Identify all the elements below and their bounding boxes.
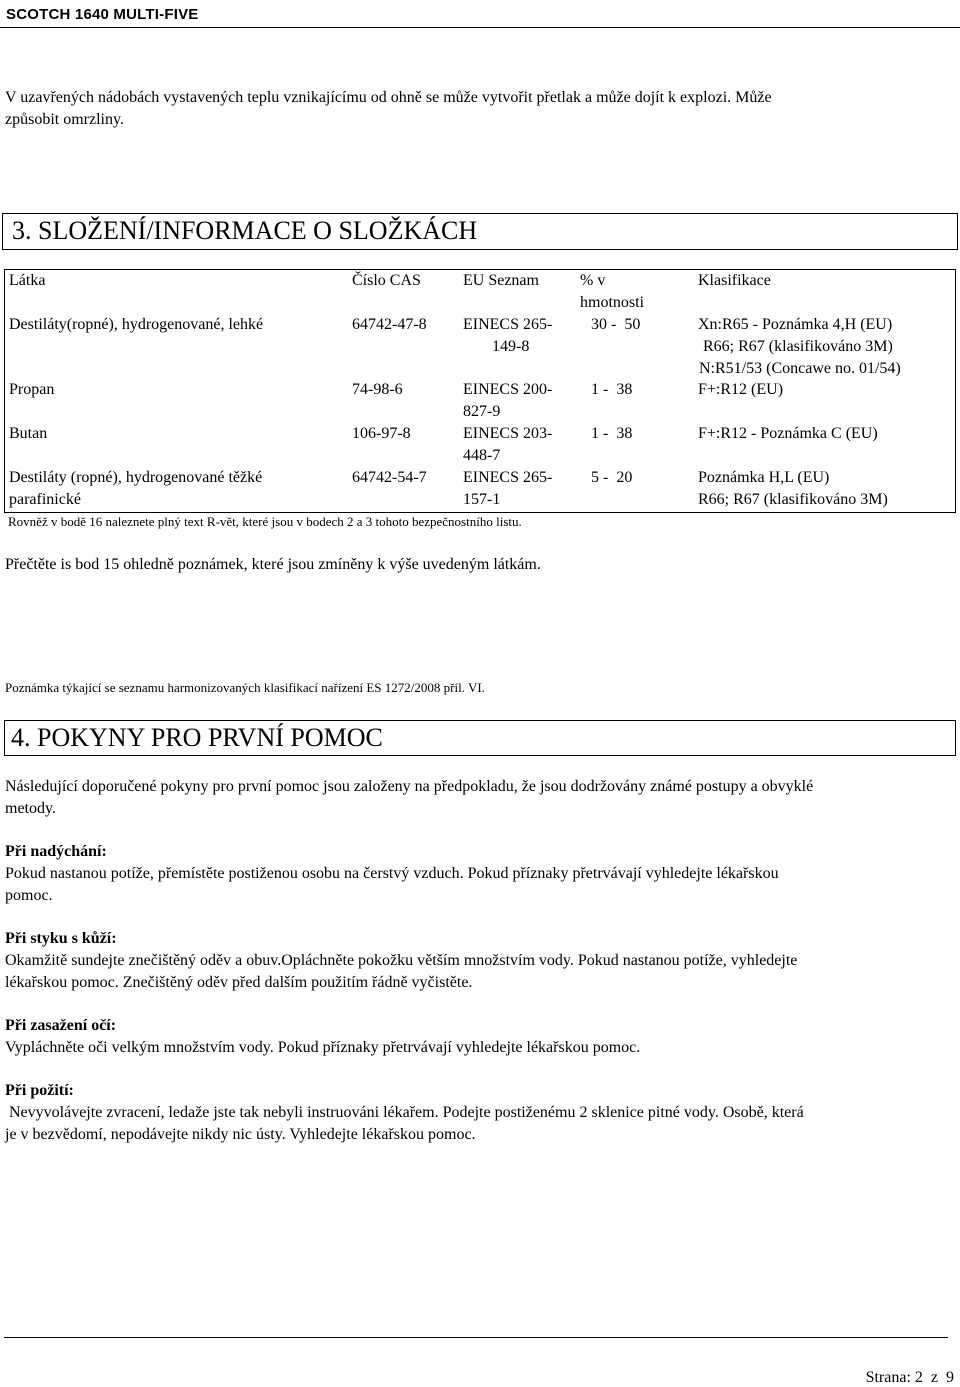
row1-cas: 64742-47-8 bbox=[352, 316, 427, 333]
col-eu: EU Seznam bbox=[463, 272, 539, 289]
row2-weight: 1 - 38 bbox=[591, 381, 633, 398]
row3-cas: 106-97-8 bbox=[352, 425, 411, 442]
row4-eu-l2: 157-1 bbox=[463, 491, 501, 508]
row4-eu-l1: EINECS 265- bbox=[463, 469, 553, 486]
col-cas: Číslo CAS bbox=[352, 272, 421, 289]
read-note: Přečtěte is bod 15 ohledně poznámek, které jsou zmíněny k výše uvedeným látkám. bbox=[5, 556, 541, 573]
row2-eu-l2: 827-9 bbox=[463, 403, 501, 420]
product-name: SCOTCH 1640 MULTI-FIVE bbox=[6, 6, 199, 23]
row1-weight: 30 - 50 bbox=[591, 316, 641, 333]
row3-class-l1: F+:R12 - Poznámka C (EU) bbox=[698, 425, 878, 442]
row4-substance-l2: parafinické bbox=[9, 491, 81, 508]
intro-line-1: V uzavřených nádobách vystavených teplu vznikajícímu od ohně se může vytvořit přetlak a může dojít k explozi. Může bbox=[5, 89, 772, 106]
page-number: Strana: 2 z 9 bbox=[865, 1369, 954, 1386]
skin-heading: Při styku s kůží: bbox=[5, 930, 117, 947]
row1-substance: Destiláty(ropné), hydrogenované, lehké bbox=[9, 316, 264, 333]
table-bottom-border bbox=[4, 512, 956, 513]
section-4-title: 4. POKYNY PRO PRVNÍ POMOC bbox=[11, 723, 383, 752]
ingestion-heading: Při požití: bbox=[5, 1082, 74, 1099]
row1-eu-l2: 149-8 bbox=[492, 338, 530, 355]
row3-substance: Butan bbox=[9, 425, 48, 442]
table-right-border bbox=[955, 269, 956, 513]
section4-intro-l1: Následující doporučené pokyny pro první pomoc jsou založeny na předpokladu, že jsou dodržovány známé postupy a obvyklé bbox=[5, 778, 814, 795]
col-weight-l2: hmotnosti bbox=[580, 294, 645, 311]
inhalation-l2: pomoc. bbox=[5, 887, 53, 904]
document-header bbox=[0, 0, 960, 28]
row2-substance: Propan bbox=[9, 381, 55, 398]
ingestion-l2: je v bezvědomí, nepodávejte nikdy nic ústy. Vyhledejte lékařskou pomoc. bbox=[5, 1126, 476, 1143]
table-top-border bbox=[4, 269, 956, 270]
section-4-heading bbox=[4, 720, 956, 756]
section-3-heading bbox=[2, 213, 958, 250]
row4-class-l2: R66; R67 (klasifikováno 3M) bbox=[698, 491, 888, 508]
inhalation-heading: Při nadýchání: bbox=[5, 843, 107, 860]
skin-l2: lékařskou pomoc. Znečištěný oděv před dalším použitím řádně vyčistěte. bbox=[5, 974, 473, 991]
inhalation-l1: Pokud nastanou potíže, přemístěte postiženou osobu na čerstvý vzduch. Pokud příznaky přetrvávají vyhledejte lékařskou bbox=[5, 865, 779, 882]
row1-class-l3: N:R51/53 (Concawe no. 01/54) bbox=[699, 360, 901, 377]
section4-intro-l2: metody. bbox=[5, 800, 56, 817]
row3-eu-l1: EINECS 203- bbox=[463, 425, 553, 442]
intro-line-2: způsobit omrzliny. bbox=[5, 111, 124, 128]
row3-weight: 1 - 38 bbox=[591, 425, 633, 442]
row1-eu-l1: EINECS 265- bbox=[463, 316, 553, 333]
col-weight-l1: % v bbox=[580, 272, 606, 289]
row4-substance-l1: Destiláty (ropné), hydrogenované těžké bbox=[9, 469, 263, 486]
col-substance: Látka bbox=[9, 272, 46, 289]
col-classification: Klasifikace bbox=[698, 272, 771, 289]
row1-class-l2: R66; R67 (klasifikováno 3M) bbox=[703, 338, 893, 355]
row2-class-l1: F+:R12 (EU) bbox=[698, 381, 784, 398]
skin-l1: Okamžitě sundejte znečištěný oděv a obuv.Opláchněte pokožku větším množstvím vody. Pokud nastanou potíže, vyhledejte bbox=[5, 952, 798, 969]
section-3-title: 3. SLOŽENÍ/INFORMACE O SLOŽKÁCH bbox=[12, 216, 478, 245]
harmonized-note: Poznámka týkající se seznamu harmonizovaných klasifikací nařízení ES 1272/2008 příl. VI. bbox=[5, 680, 485, 695]
row4-cas: 64742-54-7 bbox=[352, 469, 427, 486]
row4-weight: 5 - 20 bbox=[591, 469, 633, 486]
table-note: Rovněž v bodě 16 naleznete plný text R-vět, které jsou v bodech 2 a 3 tohoto bezpečnostního listu. bbox=[8, 514, 522, 529]
row3-eu-l2: 448-7 bbox=[463, 447, 501, 464]
row4-class-l1: Poznámka H,L (EU) bbox=[698, 469, 830, 486]
row1-class-l1: Xn:R65 - Poznámka 4,H (EU) bbox=[698, 316, 893, 333]
table-left-border bbox=[4, 269, 5, 513]
ingestion-l1: Nevyvolávejte zvracení, ledaže jste tak nebyli instruováni lékařem. Podejte postiženému 2 sklenice pitné vody. Osobě, která bbox=[5, 1104, 804, 1121]
row2-cas: 74-98-6 bbox=[352, 381, 403, 398]
eyes-heading: Při zasažení očí: bbox=[5, 1017, 117, 1034]
eyes-l1: Vypláchněte oči velkým množstvím vody. Pokud příznaky přetrvávají vyhledejte lékařskou pomoc. bbox=[5, 1039, 641, 1056]
footer-divider bbox=[4, 1337, 948, 1338]
row2-eu-l1: EINECS 200- bbox=[463, 381, 553, 398]
